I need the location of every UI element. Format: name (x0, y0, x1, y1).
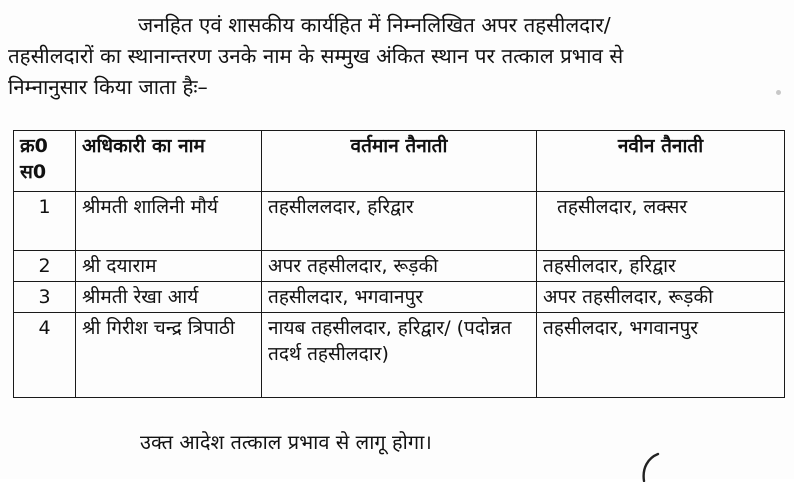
header-current-posting: वर्तमान तैनाती (262, 131, 537, 192)
closing-statement: उक्त आदेश तत्काल प्रभाव से लागू होगा। (140, 430, 432, 454)
cell-serial: 1 (14, 192, 76, 251)
header-new-posting: नवीन तैनाती (537, 131, 785, 192)
cell-current-posting: तहसीललदार, हरिद्वार (262, 192, 537, 251)
transfer-table (13, 130, 785, 398)
cell-new-posting: अपर तहसीलदार, रूड़की (537, 282, 785, 313)
table-row (14, 251, 785, 282)
table-header-row (14, 131, 785, 192)
cell-officer-name: श्री दयाराम (76, 251, 262, 282)
cell-current-posting: नायब तहसीलदार, हरिद्वार/ (पदोन्नत तदर्थ तहसीलदार) (262, 313, 537, 398)
intro-line-2: तहसीलदारों का स्थानान्तरण उनके नाम के सम्मुख अंकित स्थान पर तत्काल प्रभाव से (8, 44, 624, 68)
header-serial (14, 131, 76, 192)
header-officer-name: अधिकारी का नाम (76, 131, 262, 192)
table-row (14, 192, 785, 251)
cell-officer-name: श्रीमती शालिनी मौर्य (76, 192, 262, 251)
order-intro-paragraph (8, 10, 784, 103)
scan-speck (776, 90, 781, 95)
table-row (14, 313, 785, 398)
cell-new-posting: तहसीलदार, भगवानपुर (537, 313, 785, 398)
cell-current-posting: तहसीलदार, भगवानपुर (262, 282, 537, 313)
cell-serial: 3 (14, 282, 76, 313)
intro-line-1: जनहित एवं शासकीय कार्यहित में निम्नलिखित अपर तहसीलदार/ (138, 13, 611, 37)
signature-stroke-icon (636, 452, 676, 482)
header-serial-line1: क्र0 (20, 135, 48, 157)
cell-serial: 4 (14, 313, 76, 398)
intro-line-3: निम्नानुसार किया जाता हैः– (8, 75, 208, 99)
cell-new-posting: तहसीलदार, लक्सर (537, 192, 785, 251)
cell-current-posting: अपर तहसीलदार, रूड़की (262, 251, 537, 282)
table-row (14, 282, 785, 313)
header-serial-line2: स0 (20, 161, 47, 183)
cell-officer-name: श्रीमती रेखा आर्य (76, 282, 262, 313)
cell-officer-name: श्री गिरीश चन्द्र त्रिपाठी (76, 313, 262, 398)
cell-serial: 2 (14, 251, 76, 282)
cell-new-posting: तहसीलदार, हरिद्वार (537, 251, 785, 282)
